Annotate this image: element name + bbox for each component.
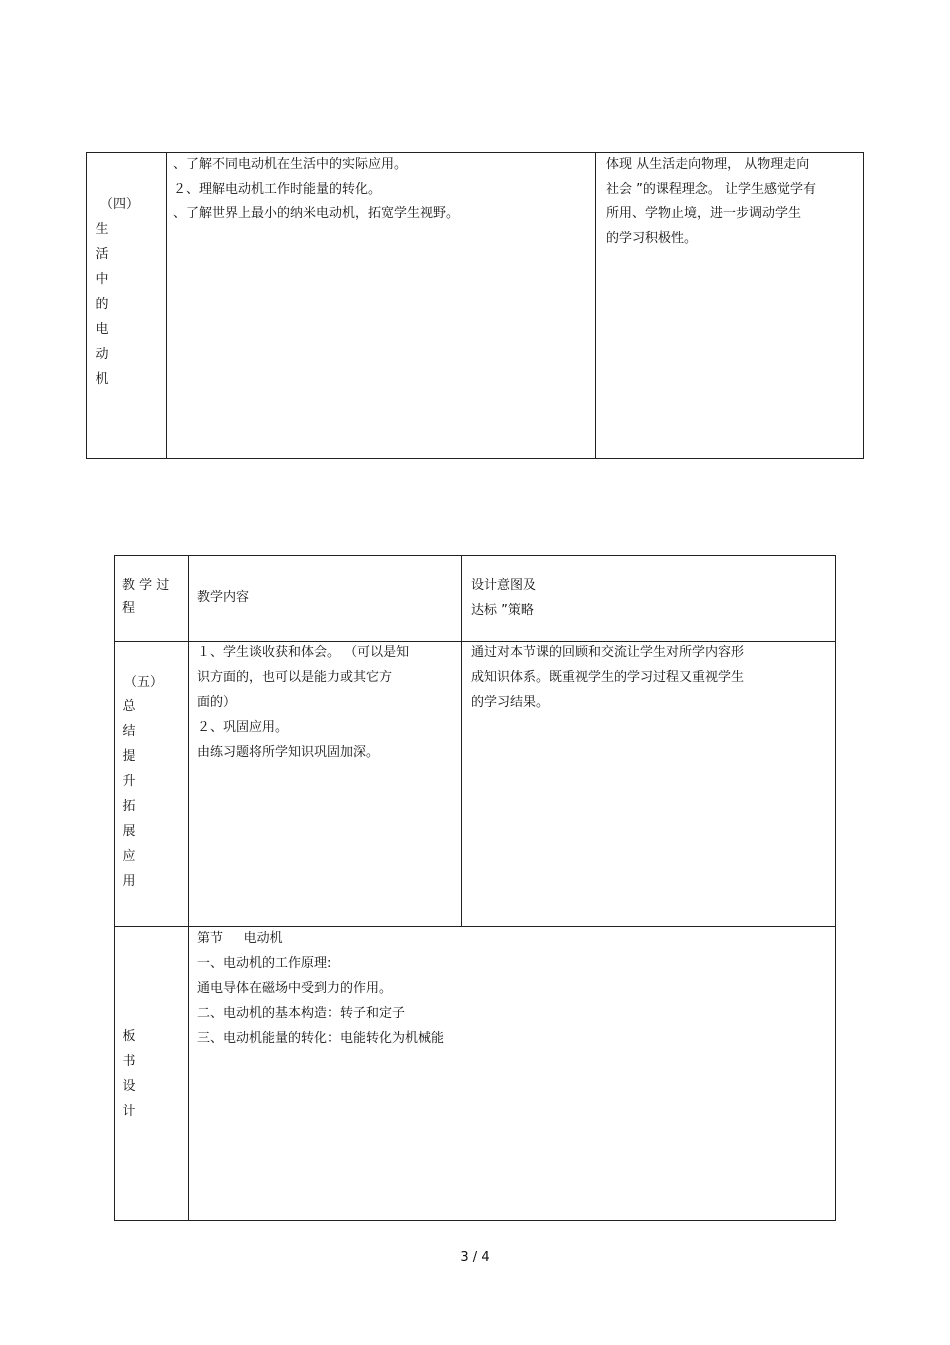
stage-char: 计: [122, 1104, 136, 1119]
table-1-divider-2: [595, 152, 596, 459]
table-2-divider-col1: [188, 555, 189, 1221]
stage-char: 设: [122, 1079, 136, 1094]
stage-char: 结: [122, 724, 136, 739]
content-line: １、学生谈收获和体会。 （可以是知: [197, 645, 410, 660]
stage-char: 动: [95, 347, 109, 362]
stage-label-4: （四）: [100, 197, 140, 212]
stage-char: 中: [95, 272, 109, 287]
stage-char: 拓: [122, 799, 136, 814]
stage-char: 升: [122, 774, 136, 789]
page-number: 3 / 4: [460, 1250, 490, 1265]
content-line: ２、巩固应用。: [197, 720, 289, 735]
board-line: 二、电动机的基本构造：转子和定子: [197, 1006, 406, 1021]
stage-char: 电: [95, 322, 109, 337]
design-line: 的学习积极性。: [606, 231, 698, 246]
content-line: ２、理解电动机工作时能量的转化。: [173, 182, 382, 197]
header-design-line: 设计意图及: [471, 578, 537, 593]
stage-char: 展: [122, 824, 136, 839]
content-line: 、了解不同电动机在生活中的实际应用。: [173, 157, 408, 172]
stage-char: 应: [122, 849, 136, 864]
stage-char: 总: [122, 699, 136, 714]
stage-char: 提: [122, 749, 136, 764]
header-process-line: 程: [122, 601, 136, 616]
stage-char: 用: [122, 874, 136, 889]
board-line: 第节 电动机: [197, 931, 283, 946]
content-line: 由练习题将所学知识巩固加深。: [197, 745, 380, 760]
content-line: 面的）: [197, 695, 237, 710]
stage-title-board: [117, 1024, 141, 1124]
design-line: 体现 从生活走向物理， 从物理走向: [606, 157, 810, 172]
stage-char: 书: [122, 1054, 136, 1069]
content-line: 、了解世界上最小的纳米电动机，拓宽学生视野。: [173, 206, 460, 221]
header-content: 教学内容: [197, 590, 250, 605]
header-process-line: 教 学 过: [122, 578, 170, 593]
stage-char: 生: [95, 222, 109, 237]
stage-title-4: [90, 217, 114, 392]
stage-char: 机: [95, 372, 109, 387]
table-2-divider-col2: [461, 555, 462, 926]
header-design-line: 达标 ”策略: [471, 603, 534, 618]
board-line: 三、电动机能量的转化：电能转化为机械能: [197, 1031, 445, 1046]
design-line: 社会 ”的课程理念。 让学生感觉学有: [606, 182, 816, 197]
stage-char: 板: [122, 1029, 136, 1044]
table-1-divider-1: [166, 152, 167, 459]
stage-char: 活: [95, 247, 109, 262]
stage-label-5: （五）: [124, 675, 164, 690]
board-line: 一、电动机的工作原理:: [197, 956, 332, 971]
design-line: 所用、学物止境，进一步调动学生: [606, 206, 802, 221]
content-line: 识方面的，也可以是能力或其它方: [197, 670, 393, 685]
design-line: 通过对本节课的回顾和交流让学生对所学内容形: [471, 645, 745, 660]
stage-title-5: [117, 694, 141, 894]
stage-char: 的: [95, 297, 109, 312]
design-line: 的学习结果。: [471, 695, 550, 710]
board-line: 通电导体在磁场中受到力的作用。: [197, 981, 393, 996]
design-line: 成知识体系。既重视学生的学习过程又重视学生: [471, 670, 745, 685]
